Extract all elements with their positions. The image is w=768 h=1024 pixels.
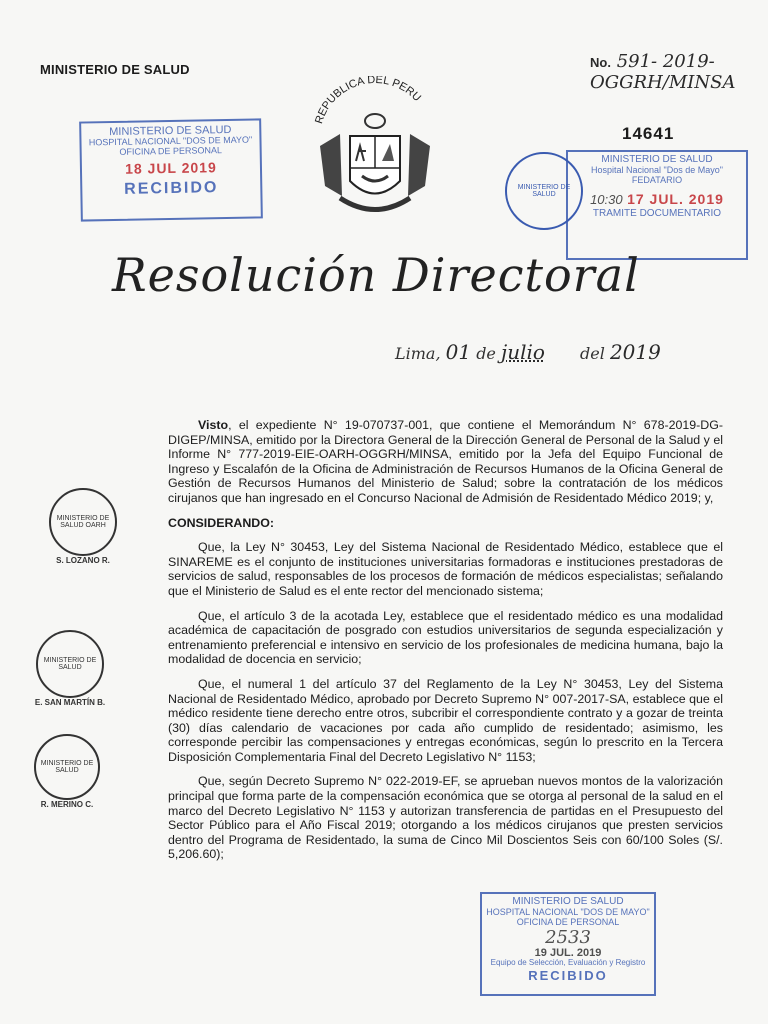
year: 2019: [609, 340, 661, 364]
paragraph-1: Que, la Ley N° 30453, Ley del Sistema Nacional de Residentado Médico, establece que el SINAREME es el conjunto de instituciones universitarias formadoras e instituciones prestadoras de servicios de salud, responsables de los procesos de formación de médicos especialistas; señalando que el Ministerio de Salud es el ente rector del mencionado sistema;: [168, 540, 723, 598]
number-line-1: 591- 2019-: [616, 51, 715, 72]
visto-text: , el expediente N° 19-070737-001, que contiene el Memorándum N° 678-2019-DG-DIGEP/MINSA, emitido por la Directora General de la Dirección General de Personal de la Salud y el Informe N° 777-2019-EIE-OARH-OGGRH/MINSA, emitido por la Jefa del Equipo Funcional de Ingreso y Escalafón de la Oficina de Administración de Recursos Humanos de la Oficina General de Gestión de Recursos Humanos del Ministerio de Salud; sobre la contratación de los médicos cirujanos que han ingresado en el Concurso Nacional de Admisión de Residentado Médico 2019; y,: [168, 418, 723, 505]
stamp-line: FEDATARIO: [631, 175, 683, 185]
visto-label: Visto: [198, 418, 229, 432]
ministry-header: MINISTERIO DE SALUD: [40, 62, 190, 77]
seal-circle: [49, 488, 117, 556]
seal-name: S. LOZANO R.: [56, 556, 110, 565]
stamp-status: RECIBIDO: [124, 179, 219, 198]
received-stamp-left: [79, 118, 263, 221]
sequence-number: 14641: [622, 124, 675, 143]
del-label: del: [580, 344, 605, 363]
margin-seal-3: [22, 734, 112, 809]
stamp-status: TRAMITE DOCUMENTARIO: [592, 208, 722, 219]
stamp-handwritten-number: 2533: [545, 927, 591, 948]
document-title: Resolución Directoral: [112, 248, 640, 302]
paragraph-2: Que, el artículo 3 de la acotada Ley, establece que el residentado médico es una modalidad académica de capacitación de posgrado con estudios universitarios de segunda especialización y entrenamiento preferencial e intensivo en servicio de los profesionales de medicina humana, bajo la modalidad de docencia en servicio;: [168, 608, 723, 667]
stamp-status: RECIBIDO: [528, 968, 608, 983]
stamp-line: OFICINA DE PERSONAL: [516, 917, 620, 927]
number-label: No.: [590, 55, 611, 70]
number-line-2: OGGRH/MINSA: [590, 72, 736, 93]
stamp-time: 10:30: [590, 192, 623, 207]
stamp-line: MINISTERIO DE SALUD: [109, 123, 232, 139]
seal-text: MINISTERIO DE SALUD: [517, 184, 571, 198]
city: Lima,: [395, 344, 441, 363]
seal-text: MINISTERIO DE SALUD OARH: [56, 515, 110, 529]
seal-circle: [36, 630, 104, 698]
stamp-date: 17 JUL. 2019: [627, 191, 724, 207]
stamp-line: Equipo de Selección, Evaluación y Registro: [490, 958, 646, 967]
place-date-line: [395, 340, 661, 364]
received-stamp-right: [566, 150, 748, 260]
stamp-line: Hospital Nacional "Dos de Mayo": [591, 165, 723, 175]
paragraph-3: Que, el numeral 1 del artículo 37 del Reglamento de la Ley N° 30453, Ley del Sistema Nacional de Residentado Médico, aprobado por Decreto Supremo N° 007-2017-SA, establece que el médico residente tiene derecho entre otros, subcribir el correspondiente contrato y a gozar de treinta (30) días calendario de vacaciones por cada año cumplido de residentado; asimismo, les corresponde percibir las compensaciones y entregas económicas, según lo prescrito en la Tercera Disposición Complementaria Final del Decreto Legislativo N° 1153;: [168, 676, 723, 764]
stamp-date: 19 JUL. 2019: [534, 947, 602, 959]
paragraph-4: Que, según Decreto Supremo N° 022-2019-EF, se aprueban nuevos montos de la valorización principal que forma parte de la compensación económica que se otorga al personal de la salud en el marco del Decreto Legislativo N° 1153 y autorizan transferencia de partidas en el Presupuesto del Sector Público para el Año Fiscal 2019; otorgando a los médicos cirujanos que presten servicios dentro del Programa de Residentado, la suma de Cinco Mil Doscientos Seis con 60/100 Soles (S/. 5,206.60);: [168, 774, 723, 862]
de-label: de: [476, 344, 496, 363]
margin-seal-1: [38, 488, 128, 565]
visto-paragraph: [168, 418, 723, 506]
considerando-heading: CONSIDERANDO:: [168, 515, 275, 530]
seal-name: R. MERINO C.: [40, 800, 94, 809]
stamp-line: MINISTERIO DE SALUD: [601, 154, 713, 165]
svg-text:REPUBLICA DEL PERU: [313, 76, 423, 125]
seal-text: MINISTERIO DE SALUD: [43, 657, 97, 671]
stamp-line: MINISTERIO DE SALUD: [512, 896, 624, 907]
coat-of-arms: [300, 76, 450, 236]
seal-circle: [34, 734, 100, 800]
coat-of-arms-icon: [300, 76, 450, 236]
stamp-line: HOSPITAL NACIONAL "DOS DE MAYO": [88, 134, 253, 148]
margin-seal-2: [20, 630, 120, 707]
month: julio: [501, 340, 545, 364]
republic-arc-text: REPUBLICA DEL PERU: [313, 76, 424, 126]
document-body: [168, 418, 723, 872]
stamp-date: 18 JUL 2019: [124, 159, 217, 177]
seal-name: E. SAN MARTÍN B.: [34, 698, 106, 707]
resolution-number: [590, 52, 760, 93]
stamp-line: HOSPITAL NACIONAL "DOS DE MAYO": [486, 907, 650, 917]
seal-text: MINISTERIO DE SALUD: [40, 760, 94, 774]
received-stamp-bottom: [480, 892, 656, 996]
stamp-line: OFICINA DE PERSONAL: [119, 145, 223, 157]
day: 01: [445, 340, 472, 364]
